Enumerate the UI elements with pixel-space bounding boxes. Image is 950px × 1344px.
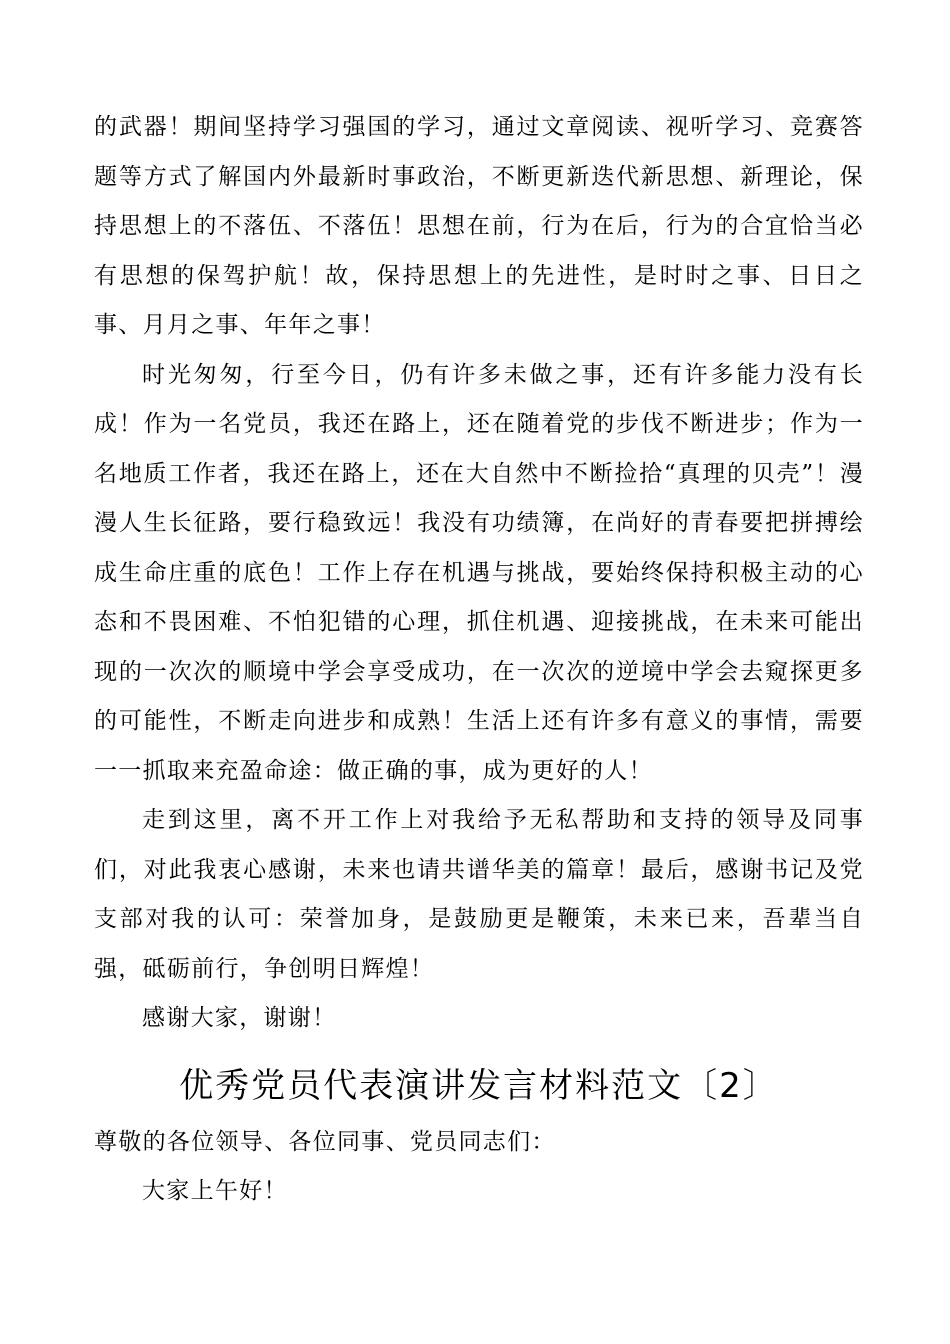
document-body — [94, 103, 864, 1217]
section-title: 优秀党员代表演讲发言材料范文〔2〕 — [179, 1065, 779, 1106]
paragraph-closing-thanks: 感谢大家，谢谢！ — [142, 1005, 337, 1031]
paragraph-thanks-colleagues: 走到这里，离不开工作上对我给予无私帮助和支持的领导及同事们，对此我衷心感谢，未来也请共谱华美的篇章！最后，感谢书记及党支部对我的认可：荣誉加身，是鼓励更是鞭策，未来已来，吾辈当自强，砥砺前行，争创明日辉煌！ — [94, 807, 864, 982]
greeting: 大家上午好！ — [142, 1178, 288, 1204]
paragraph-time-passes: 时光匆匆，行至今日，仍有许多未做之事，还有许多能力没有长成！作为一名党员，我还在路上，还在随着党的步伐不断进步；作为一名地质工作者，我还在路上，还在大自然中不断捡拾“真理的贝壳”！漫漫人生长征路，要行稳致远！我没有功绩簿，在尚好的青春要把拼搏绘成生命庄重的底色！工作上存在机遇与挑战，要始终保持积极主动的心态和不畏困难、不怕犯错的心理，抓住机遇、迎接挑战，在未来可能出现的一次次的顺境中学会享受成功，在一次次的逆境中学会去窥探更多的可能性，不断走向进步和成熟！生活上还有许多有意义的事情，需要一一抓取来充盈命途：做正确的事，成为更好的人！ — [94, 361, 864, 784]
salutation: 尊敬的各位领导、各位同事、党员同志们： — [94, 1128, 556, 1155]
paragraph-continued: 的武器！期间坚持学习强国的学习，通过文章阅读、视听学习、竞赛答题等方式了解国内外最新时事政治，不断更新迭代新思想、新理论，保持思想上的不落伍、不落伍！思想在前，行为在后，行为的合宜恰当必有思想的保驾护航！故，保持思想上的先进性，是时时之事、日日之事、月月之事、年年之事！ — [94, 114, 864, 338]
